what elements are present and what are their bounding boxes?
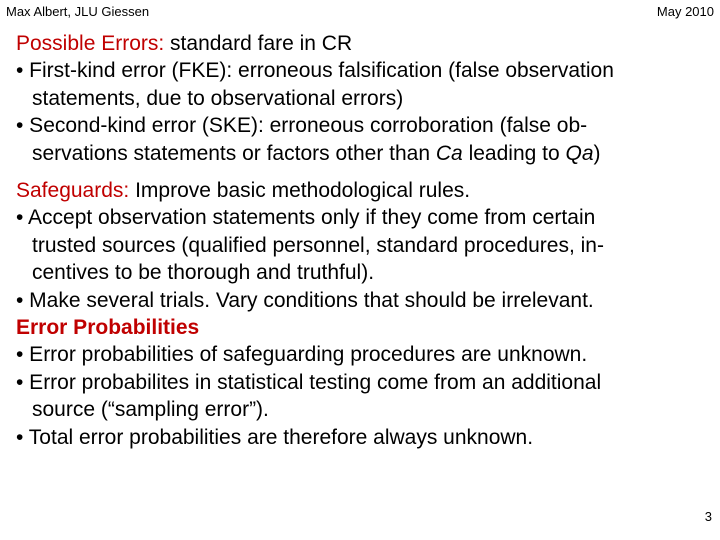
ca-term: Ca	[435, 141, 463, 165]
safeguards-bullet-1-line-2: trusted sources (qualified personnel, standard procedures, in-	[32, 233, 604, 257]
errors-b2-text-b: leading to	[462, 141, 566, 165]
errors-heading: Possible Errors:	[16, 32, 165, 55]
probabilities-bullet-2-line-2: source (“sampling error”).	[32, 398, 269, 422]
probabilities-heading: Error Probabilities	[16, 316, 200, 340]
safeguards-bullet-1-line-3: centives to be thorough and truthful).	[32, 261, 375, 285]
safeguards-heading: Safeguards:	[16, 179, 130, 203]
errors-bullet-2-line-2	[16, 140, 706, 167]
slide-body	[16, 30, 706, 451]
errors-b2-text-a: servations statements or factors other than	[32, 141, 436, 165]
errors-bullet-2-line-1: • Second-kind error (SKE): erroneous corroboration (false ob-	[16, 114, 588, 138]
errors-bullet-1-line-1: • First-kind error (FKE): erroneous falsification (false observation	[16, 59, 614, 83]
page-number: 3	[704, 509, 712, 524]
safeguards-heading-rest: Improve basic methodological rules.	[129, 179, 471, 203]
header-date: May 2010	[656, 4, 714, 19]
safeguards-bullet-2-line-1: • Make several trials. Vary conditions that should be irrelevant.	[16, 288, 594, 312]
errors-heading-rest: standard fare in CR	[164, 32, 353, 55]
probabilities-bullet-3-line-1: • Total error probabilities are therefore always unknown.	[16, 425, 534, 449]
probabilities-bullet-1-line-1: • Error probabilities of safeguarding procedures are unknown.	[16, 343, 588, 367]
safeguards-heading-line	[16, 177, 706, 204]
errors-heading-line	[16, 30, 706, 57]
header-author: Max Albert, JLU Giessen	[6, 4, 150, 19]
safeguards-bullet-1-line-1: • Accept observation statements only if they come from certain	[16, 206, 596, 230]
errors-b2-text-c: )	[593, 141, 601, 165]
probabilities-bullet-2-line-1: • Error probabilites in statistical testing come from an additional	[16, 370, 602, 394]
qa-term: Qa	[565, 141, 594, 165]
errors-bullet-1-line-2: statements, due to observational errors)	[32, 86, 404, 110]
